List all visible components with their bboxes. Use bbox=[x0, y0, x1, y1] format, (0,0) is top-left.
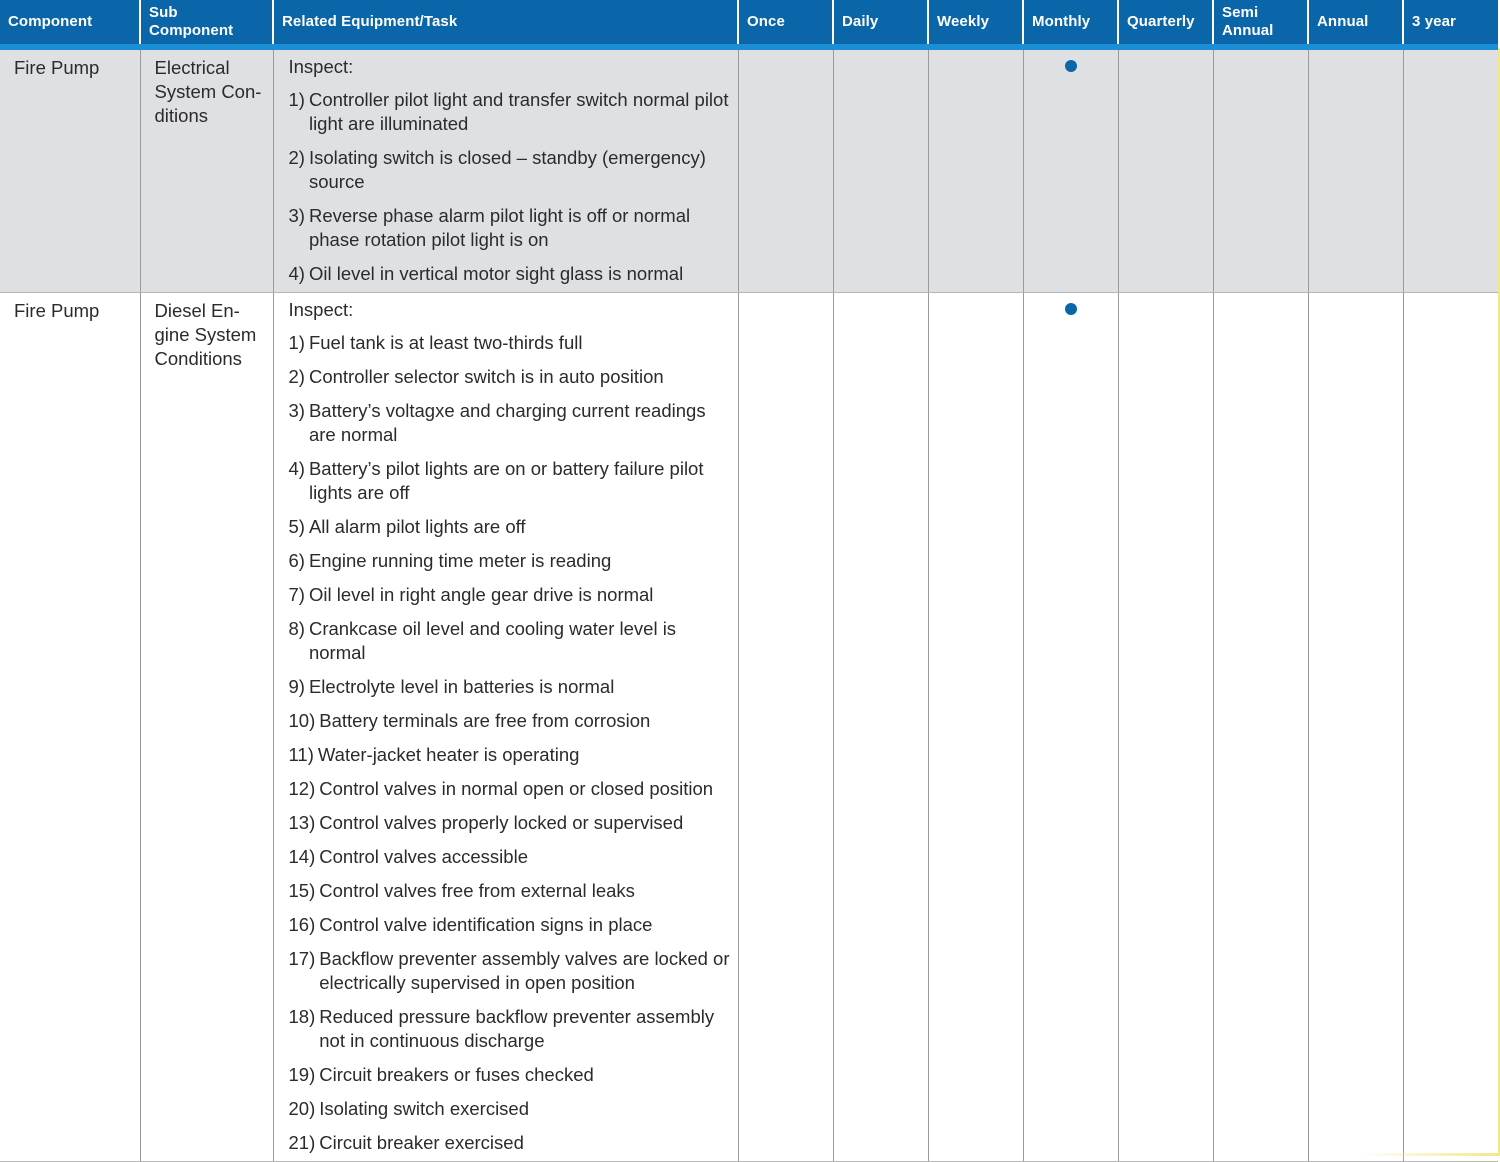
task-number: 17) bbox=[288, 948, 316, 969]
task-item bbox=[289, 879, 732, 903]
task-text: Circuit breaker exercised bbox=[319, 1132, 524, 1153]
frequency-marker-dot-icon bbox=[1065, 303, 1077, 315]
frequency-cell-annual bbox=[1308, 293, 1403, 1162]
task-text: Electrolyte level in batteries is normal bbox=[308, 676, 615, 697]
task-item bbox=[289, 1097, 732, 1121]
task-item bbox=[289, 204, 732, 252]
header-semi-annual: Semi Annual bbox=[1213, 0, 1308, 44]
task-text: Controller selector switch is in auto position bbox=[308, 366, 664, 387]
task-text: Backflow preventer assembly valves are locked or electrically supervised in open position bbox=[319, 948, 730, 993]
task-text: Isolating switch exercised bbox=[319, 1098, 530, 1119]
frequency-cell-monthly bbox=[1023, 50, 1118, 293]
task-number: 4) bbox=[288, 263, 305, 284]
task-number: 16) bbox=[288, 914, 316, 935]
task-item bbox=[289, 549, 732, 573]
task-number: 21) bbox=[288, 1132, 316, 1153]
task-item bbox=[289, 913, 732, 937]
task-text: Fuel tank is at least two-thirds full bbox=[308, 332, 583, 353]
frequency-cell-3-year bbox=[1403, 293, 1498, 1162]
task-item bbox=[289, 515, 732, 539]
frequency-cell-quarterly bbox=[1118, 293, 1213, 1162]
frequency-cell-weekly bbox=[928, 293, 1023, 1162]
task-number: 4) bbox=[288, 458, 305, 479]
task-item bbox=[289, 617, 732, 665]
task-item bbox=[289, 262, 732, 286]
component-text: Fire Pump bbox=[14, 300, 100, 321]
task-item bbox=[289, 709, 732, 733]
task-item bbox=[289, 845, 732, 869]
task-text: Control valves free from external leaks bbox=[319, 880, 635, 901]
task-text: Battery terminals are free from corrosion bbox=[319, 710, 651, 731]
task-text: Isolating switch is closed – standby (emergency) source bbox=[308, 147, 706, 192]
table-row bbox=[0, 50, 1498, 293]
task-number: 3) bbox=[288, 205, 305, 226]
table-row bbox=[0, 293, 1498, 1162]
task-text: Water-jacket heater is operating bbox=[317, 744, 580, 765]
frequency-cell-3-year bbox=[1403, 50, 1498, 293]
task-number: 1) bbox=[288, 332, 305, 353]
sub-component-text: Diesel En-gine System Conditions bbox=[154, 300, 257, 369]
task-text: Control valves properly locked or supervised bbox=[319, 812, 684, 833]
task-item bbox=[289, 811, 732, 835]
task-item bbox=[289, 399, 732, 447]
frequency-cell-annual bbox=[1308, 50, 1403, 293]
frequency-cell-once bbox=[738, 50, 833, 293]
frequency-cell-semi-annual bbox=[1213, 293, 1308, 1162]
task-number: 6) bbox=[288, 550, 305, 571]
task-cell bbox=[273, 50, 738, 293]
sub-component-cell bbox=[140, 293, 273, 1162]
table-body bbox=[0, 50, 1498, 1162]
header-sub-component: Sub Component bbox=[140, 0, 273, 44]
task-number: 2) bbox=[288, 366, 305, 387]
task-number: 20) bbox=[288, 1098, 316, 1119]
task-item bbox=[289, 1063, 732, 1087]
task-item bbox=[289, 777, 732, 801]
task-item bbox=[289, 947, 732, 995]
task-number: 18) bbox=[288, 1006, 316, 1027]
task-number: 19) bbox=[288, 1064, 316, 1085]
task-item bbox=[289, 583, 732, 607]
task-text: Crankcase oil level and cooling water level is normal bbox=[308, 618, 677, 663]
frequency-cell-once bbox=[738, 293, 833, 1162]
task-number: 13) bbox=[288, 812, 316, 833]
task-text: Battery’s pilot lights are on or battery failure pilot lights are off bbox=[308, 458, 704, 503]
header-monthly: Monthly bbox=[1023, 0, 1118, 44]
header-once: Once bbox=[738, 0, 833, 44]
frequency-marker-dot-icon bbox=[1065, 60, 1077, 72]
header-quarterly: Quarterly bbox=[1118, 0, 1213, 44]
header-annual: Annual bbox=[1308, 0, 1403, 44]
task-number: 11) bbox=[288, 744, 314, 765]
table-header bbox=[0, 0, 1498, 50]
task-number: 10) bbox=[288, 710, 316, 731]
header-weekly: Weekly bbox=[928, 0, 1023, 44]
task-text: Battery’s voltagxe and charging current readings are normal bbox=[308, 400, 706, 445]
task-number: 2) bbox=[288, 147, 305, 168]
task-item bbox=[289, 1131, 732, 1155]
header-daily: Daily bbox=[833, 0, 928, 44]
task-text: Circuit breakers or fuses checked bbox=[319, 1064, 594, 1085]
frequency-cell-monthly bbox=[1023, 293, 1118, 1162]
task-item bbox=[289, 331, 732, 355]
header-component: Component bbox=[0, 0, 140, 44]
task-item bbox=[289, 365, 732, 389]
component-cell bbox=[0, 50, 140, 293]
task-item bbox=[289, 457, 732, 505]
task-item bbox=[289, 146, 732, 194]
task-text: Reduced pressure backflow preventer assembly not in continuous discharge bbox=[319, 1006, 715, 1051]
task-heading: Inspect: bbox=[288, 56, 354, 77]
task-number: 7) bbox=[288, 584, 305, 605]
frequency-cell-semi-annual bbox=[1213, 50, 1308, 293]
frequency-cell-weekly bbox=[928, 50, 1023, 293]
task-cell bbox=[273, 293, 738, 1162]
task-item bbox=[289, 675, 732, 699]
header-3-year: 3 year bbox=[1403, 0, 1498, 44]
task-text: Control valves in normal open or closed position bbox=[319, 778, 714, 799]
task-number: 15) bbox=[288, 880, 316, 901]
header-task: Related Equipment/Task bbox=[273, 0, 738, 44]
task-number: 8) bbox=[288, 618, 305, 639]
sub-component-text: Electrical System Con-ditions bbox=[154, 57, 262, 126]
frequency-cell-daily bbox=[833, 50, 928, 293]
task-item bbox=[289, 743, 732, 767]
component-cell bbox=[0, 293, 140, 1162]
task-text: Control valve identification signs in place bbox=[319, 914, 653, 935]
task-text: All alarm pilot lights are off bbox=[308, 516, 526, 537]
frequency-cell-quarterly bbox=[1118, 50, 1213, 293]
task-text: Oil level in vertical motor sight glass is normal bbox=[308, 263, 684, 284]
task-item bbox=[289, 1005, 732, 1053]
task-text: Oil level in right angle gear drive is normal bbox=[308, 584, 654, 605]
task-item bbox=[289, 88, 732, 136]
frequency-cell-daily bbox=[833, 293, 928, 1162]
task-number: 9) bbox=[288, 676, 305, 697]
task-number: 12) bbox=[288, 778, 316, 799]
sub-component-cell bbox=[140, 50, 273, 293]
task-text: Control valves accessible bbox=[319, 846, 528, 867]
task-text: Controller pilot light and transfer switch normal pilot light are illuminated bbox=[308, 89, 729, 134]
task-number: 1) bbox=[288, 89, 305, 110]
task-number: 14) bbox=[288, 846, 316, 867]
task-text: Reverse phase alarm pilot light is off or normal phase rotation pilot light is on bbox=[308, 205, 691, 250]
task-heading: Inspect: bbox=[288, 299, 354, 320]
task-text: Engine running time meter is reading bbox=[308, 550, 612, 571]
task-number: 3) bbox=[288, 400, 305, 421]
component-text: Fire Pump bbox=[14, 57, 100, 78]
task-number: 5) bbox=[288, 516, 305, 537]
